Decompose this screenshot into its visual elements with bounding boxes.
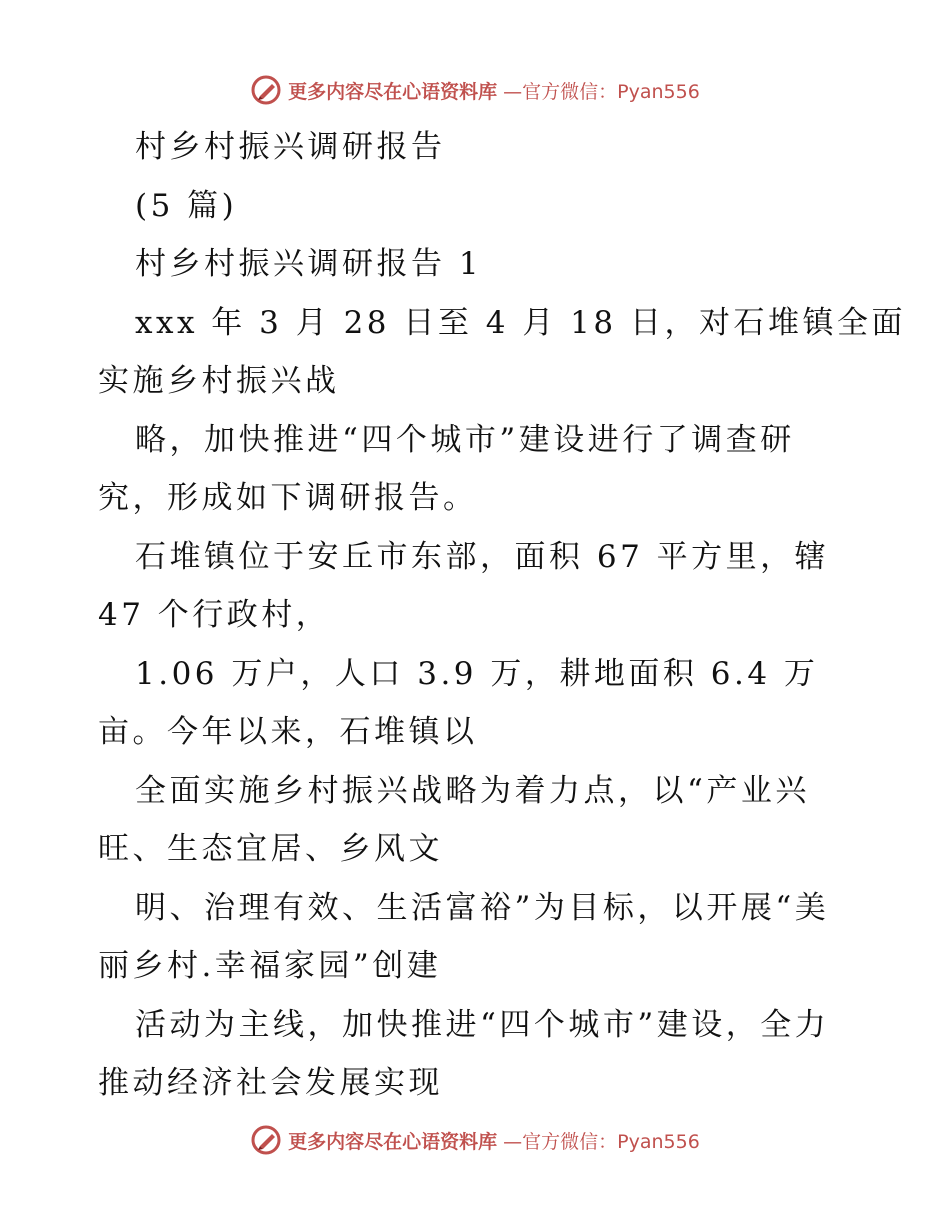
doc-line: 石堆镇位于安丘市东部，面积 67 平方里，辖 bbox=[135, 538, 830, 575]
doc-line: 究，形成如下调研报告。 bbox=[98, 480, 478, 516]
doc-line: 活动为主线，加快推进“四个城市”建设，全力 bbox=[135, 1006, 830, 1043]
pen-logo-icon bbox=[250, 74, 282, 106]
doc-line: 推动经济社会发展实现 bbox=[98, 1065, 443, 1101]
doc-line: 明、治理有效、生活富裕”为目标，以开展“美 bbox=[135, 889, 830, 926]
banner-contact-text: —官方微信：Pyan556 bbox=[503, 1130, 700, 1153]
header-watermark-banner bbox=[0, 70, 950, 110]
doc-line: xxx 年 3 月 28 日至 4 月 18 日，对石堆镇全面 bbox=[135, 304, 906, 341]
doc-line: 47 个行政村， bbox=[98, 597, 331, 633]
doc-line: 旺、生态宜居、乡风文 bbox=[98, 831, 443, 867]
doc-line: 略，加快推进“四个城市”建设进行了调查研 bbox=[135, 421, 795, 458]
doc-line: 全面实施乡村振兴战略为着力点，以“产业兴 bbox=[135, 772, 810, 809]
doc-line: (5 篇) bbox=[135, 187, 238, 224]
banner-ad-text: 更多内容尽在心语资料库 bbox=[288, 80, 498, 103]
doc-line: 村乡村振兴调研报告 1 bbox=[135, 246, 483, 282]
doc-line: 实施乡村振兴战 bbox=[98, 363, 340, 399]
banner-contact-text: —官方微信：Pyan556 bbox=[503, 80, 700, 103]
pen-logo-icon bbox=[250, 1124, 282, 1156]
doc-line: 1.06 万户，人口 3.9 万，耕地面积 6.4 万 bbox=[135, 655, 819, 692]
doc-line: 亩。今年以来，石堆镇以 bbox=[98, 714, 478, 750]
banner-ad-text: 更多内容尽在心语资料库 bbox=[288, 1130, 498, 1153]
doc-line: 丽乡村.幸福家园”创建 bbox=[98, 948, 442, 984]
document-body bbox=[98, 118, 906, 1113]
doc-line: 村乡村振兴调研报告 bbox=[135, 129, 446, 165]
footer-watermark-banner bbox=[0, 1120, 950, 1160]
